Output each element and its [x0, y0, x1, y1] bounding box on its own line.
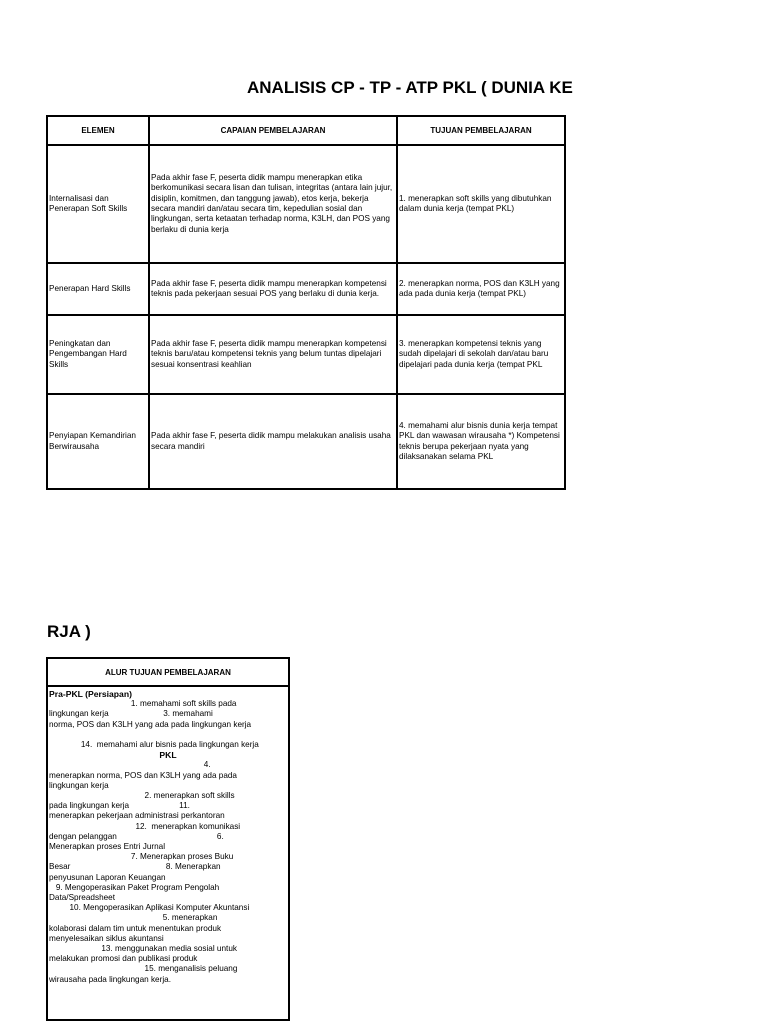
alur-line: dengan pelanggan 6.: [49, 831, 224, 841]
alur-line: Data/Spreadsheet: [49, 893, 115, 903]
table-row: [47, 315, 565, 394]
alur-line: norma, POS dan K3LH yang ada pada lingkungan kerja: [49, 719, 252, 729]
document-title: ANALISIS CP - TP - ATP PKL ( DUNIA KE: [247, 78, 573, 97]
alur-line: Besar 8. Menerapkan: [49, 862, 221, 872]
header-capaian: CAPAIAN PEMBELAJARAN: [149, 116, 397, 145]
cell-elemen: Peningkatan dan Pengembangan Hard Skills: [47, 315, 149, 394]
cell-capaian: Pada akhir fase F, peserta didik mampu menerapkan etika berkomunikasi secara lisan dan tulisan, integritas (antara lain jujur, disiplin, komitmen, dan tanggung jawab), etos kerja, bekerja secara mandiri dan/atau secara tim, kepedulian sosial dan lingkungan, serta ketaatan terhadap norma, K3LH, dan POS yang berlaku di dunia kerja: [149, 145, 397, 263]
alur-line: 14. memahami alur bisnis pada lingkungan kerja: [49, 740, 259, 750]
alur-line: 15. menganalisis peluang: [49, 964, 238, 974]
alur-line: 4.: [49, 760, 211, 770]
alur-line: kolaborasi dalam tim untuk menentukan produk: [49, 923, 222, 933]
header-elemen: ELEMEN: [47, 116, 149, 145]
document-title-continued: RJA ): [47, 622, 91, 641]
alur-line: 13. menggunakan media sosial untuk: [49, 944, 237, 954]
cell-tujuan: 3. menerapkan kompetensi teknis yang sudah dipelajari di sekolah dan/atau baru dipelajari pada dunia kerja (tempat PKL: [397, 315, 565, 394]
table-row: [47, 394, 565, 489]
table-row: [47, 686, 289, 1020]
cell-elemen: Internalisasi dan Penerapan Soft Skills: [47, 145, 149, 263]
alur-line: 9. Mengoperasikan Paket Program Pengolah: [49, 882, 220, 892]
table-row: [47, 145, 565, 263]
cell-tujuan: 2. menerapkan norma, POS dan K3LH yang ada pada dunia kerja (tempat PKL): [397, 263, 565, 315]
section-pkl: PKL: [159, 750, 177, 761]
atp-table: [46, 657, 290, 1021]
table-row: [47, 263, 565, 315]
alur-line: [49, 730, 287, 740]
cell-capaian: Pada akhir fase F, peserta didik mampu menerapkan kompetensi teknis baru/atau kompetensi teknis yang belum tuntas dipelajari sesuai konsentrasi keahlian: [149, 315, 397, 394]
cell-capaian: Pada akhir fase F, peserta didik mampu melakukan analisis usaha secara mandiri: [149, 394, 397, 489]
alur-content: [47, 686, 289, 1020]
header-alur: ALUR TUJUAN PEMBELAJARAN: [47, 658, 289, 686]
table-header-row: [47, 116, 565, 145]
alur-line: penyusunan Laporan Keuangan: [49, 872, 166, 882]
alur-line: 1. memahami soft skills pada: [49, 699, 237, 709]
alur-line: lingkungan kerja 3. memahami: [49, 709, 213, 719]
alur-line: menerapkan norma, POS dan K3LH yang ada pada: [49, 770, 237, 780]
alur-line: menyelesaikan siklus akuntansi: [49, 933, 164, 943]
alur-line: 2. menerapkan soft skills: [49, 791, 235, 801]
alur-line: melakukan promosi dan publikasi produk: [49, 954, 198, 964]
alur-line: Menerapkan proses Entri Jurnal: [49, 842, 166, 852]
alur-line: pada lingkungan kerja 11.: [49, 801, 190, 811]
cell-elemen: Penerapan Hard Skills: [47, 263, 149, 315]
alur-line: menerapkan pekerjaan administrasi perkantoran: [49, 811, 225, 821]
section-pra-pkl: Pra-PKL (Persiapan): [49, 689, 132, 699]
cell-elemen: Penyiapan Kemandirian Berwirausaha: [47, 394, 149, 489]
alur-line: 7. Menerapkan proses Buku: [49, 852, 234, 862]
cell-capaian: Pada akhir fase F, peserta didik mampu menerapkan kompetensi teknis pada pekerjaan sesuai POS yang berlaku di dunia kerja.: [149, 263, 397, 315]
cell-tujuan: 1. menerapkan soft skills yang dibutuhkan dalam dunia kerja (tempat PKL): [397, 145, 565, 263]
alur-line: lingkungan kerja: [49, 780, 109, 790]
header-tujuan: TUJUAN PEMBELAJARAN: [397, 116, 565, 145]
alur-line: 10. Mengoperasikan Aplikasi Komputer Akuntansi: [49, 903, 250, 913]
table-header-row: [47, 658, 289, 686]
alur-line: 12. menerapkan komunikasi: [49, 821, 241, 831]
alur-line: wirausaha pada lingkungan kerja.: [49, 974, 171, 984]
cp-tp-table: [46, 115, 566, 490]
alur-line: 5. menerapkan: [49, 913, 218, 923]
cell-tujuan: 4. memahami alur bisnis dunia kerja tempat PKL dan wawasan wirausaha *) Kompetensi teknis berupa pekerjaan nyata yang dilaksanakan selama PKL: [397, 394, 565, 489]
